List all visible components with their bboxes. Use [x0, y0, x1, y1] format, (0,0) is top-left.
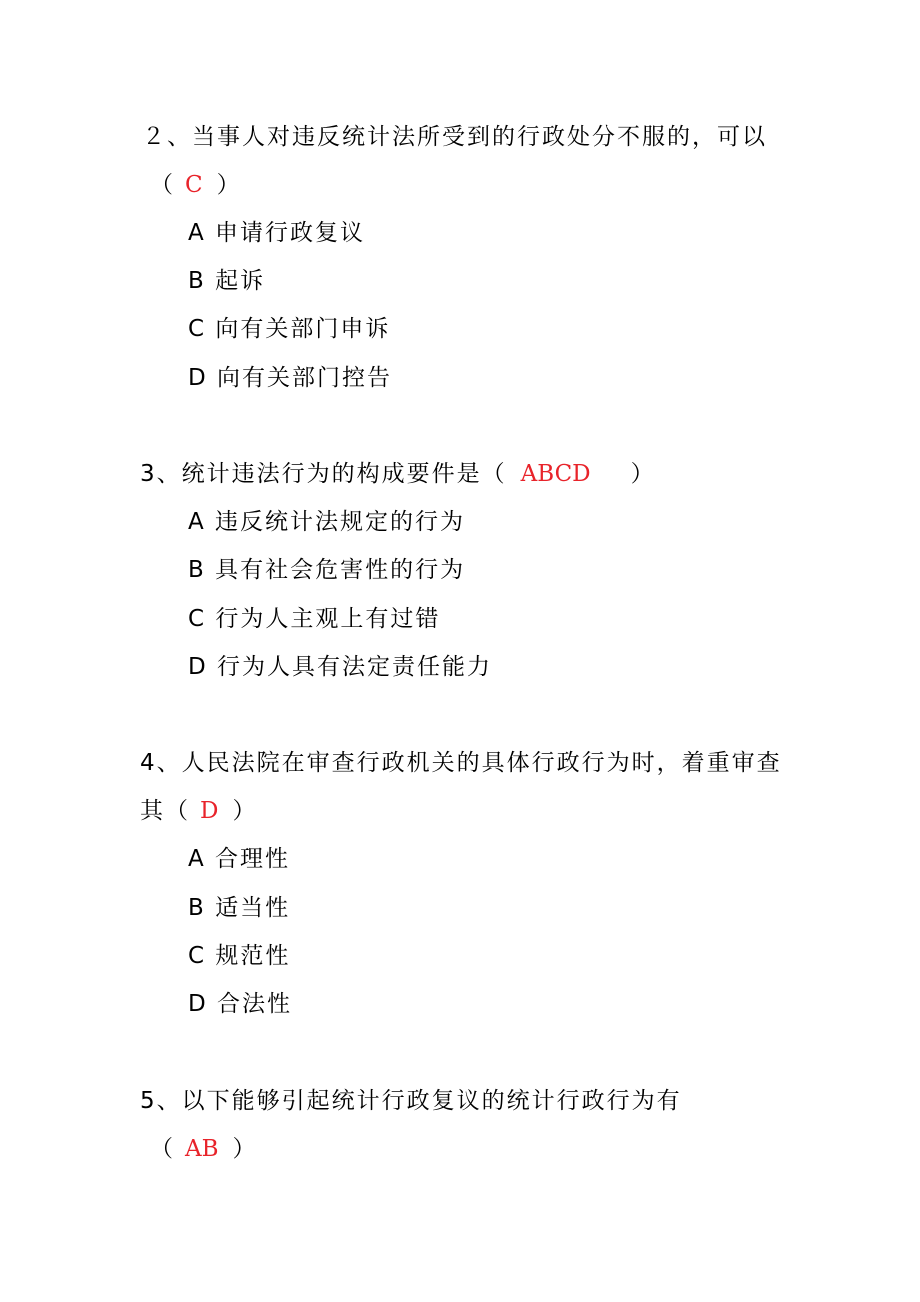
question-2-answer: C [185, 172, 203, 198]
question-4-option-d: D 合法性 [188, 991, 293, 1017]
question-3-answer: ABCD [520, 461, 591, 487]
question-5-stem-line1: 5、以下能够引起统计行政复议的统计行政行为有 [140, 1088, 682, 1114]
question-3-stem [140, 459, 656, 489]
question-3-option-c: C 行为人主观上有过错 [188, 606, 441, 632]
question-2-open-paren: （ [150, 172, 175, 198]
question-2-stem-line1: ２、当事人对违反统计法所受到的行政处分不服的，可以 [142, 124, 767, 150]
question-4-option-b: B 适当性 [188, 895, 291, 921]
question-3-option-d: D 行为人具有法定责任能力 [188, 654, 493, 680]
question-2-option-d: D 向有关部门控告 [188, 365, 393, 391]
question-5-close-paren: ） [232, 1136, 258, 1162]
question-4-answer: D [200, 798, 219, 824]
question-5-open-paren: （ [150, 1136, 175, 1162]
question-2-option-c: C 向有关部门申诉 [188, 316, 391, 342]
question-2-option-b: B 起诉 [188, 268, 266, 294]
question-3-stem-text: 3、统计违法行为的构成要件是（ [140, 461, 507, 487]
question-3-close-paren: ） [630, 461, 656, 487]
question-5-stem-line2 [150, 1134, 258, 1164]
question-5-answer: AB [185, 1136, 219, 1162]
question-4-stem-line1: 4、人民法院在审查行政机关的具体行政行为时，着重审查 [140, 750, 782, 776]
question-4-stem-line2 [140, 796, 257, 826]
question-3-option-a: A 违反统计法规定的行为 [188, 509, 466, 535]
question-4-option-a: A 合理性 [188, 846, 291, 872]
question-2-stem-line2 [150, 170, 242, 200]
question-2-option-a: A 申请行政复议 [188, 220, 366, 246]
question-2-close-paren: ） [216, 172, 242, 198]
question-4-close-paren: ） [232, 798, 258, 824]
question-4-stem-prefix: 其（ [140, 798, 190, 824]
question-3-option-b: B 具有社会危害性的行为 [188, 557, 466, 583]
question-4-option-c: C 规范性 [188, 943, 291, 969]
